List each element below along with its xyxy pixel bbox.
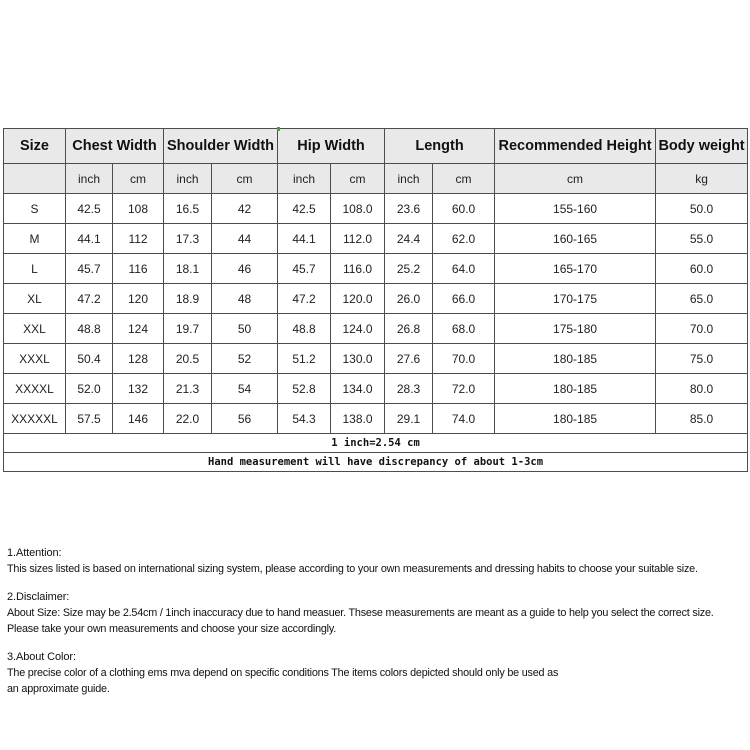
note-attention: [7, 545, 749, 577]
value-cell: 108: [113, 194, 164, 224]
column-header-recommended-height: Recommended Height: [495, 129, 656, 164]
value-cell: 120: [113, 284, 164, 314]
note-line: Please take your own measurements and choose your size accordingly.: [7, 623, 337, 635]
value-cell: 47.2: [278, 284, 331, 314]
table-row: [4, 224, 748, 254]
value-cell: 70.0: [433, 344, 495, 374]
size-rows: [4, 194, 748, 434]
value-cell: 55.0: [656, 224, 748, 254]
note-line: The precise color of a clothing ems mva depend on specific conditions The items colors depicted should only be used as: [7, 667, 559, 679]
size-cell: XL: [4, 284, 66, 314]
value-cell: 138.0: [331, 404, 385, 434]
note-heading: 2.Disclaimer:: [7, 591, 70, 603]
units-row: [4, 164, 748, 194]
note-line: an approximate guide.: [7, 683, 110, 695]
note-line: This sizes listed is based on international sizing system, please according to your own measurements and dressing habits to choose your suitable size.: [7, 563, 698, 575]
value-cell: 28.3: [385, 374, 433, 404]
value-cell: 16.5: [164, 194, 212, 224]
value-cell: 80.0: [656, 374, 748, 404]
value-cell: 26.0: [385, 284, 433, 314]
note-heading: 3.About Color:: [7, 651, 76, 663]
size-cell: S: [4, 194, 66, 224]
value-cell: 134.0: [331, 374, 385, 404]
table-footnotes: [4, 434, 748, 472]
size-cell: L: [4, 254, 66, 284]
value-cell: 128: [113, 344, 164, 374]
note-heading: 1.Attention:: [7, 547, 62, 559]
value-cell: 57.5: [66, 404, 113, 434]
footnote-row: [4, 434, 748, 453]
value-cell: 51.2: [278, 344, 331, 374]
unit-cell: cm: [433, 164, 495, 194]
value-cell: 155-160: [495, 194, 656, 224]
value-cell: 170-175: [495, 284, 656, 314]
footnote-inch-conversion: 1 inch=2.54 cm: [4, 434, 748, 453]
value-cell: 44.1: [278, 224, 331, 254]
column-header-shoulder-width: Shoulder Width: [164, 129, 278, 164]
value-cell: 44.1: [66, 224, 113, 254]
value-cell: 47.2: [66, 284, 113, 314]
value-cell: 24.4: [385, 224, 433, 254]
value-cell: 18.1: [164, 254, 212, 284]
unit-cell: inch: [278, 164, 331, 194]
notes-section: [7, 545, 749, 709]
value-cell: 25.2: [385, 254, 433, 284]
value-cell: 29.1: [385, 404, 433, 434]
value-cell: 160-165: [495, 224, 656, 254]
value-cell: 22.0: [164, 404, 212, 434]
size-cell: M: [4, 224, 66, 254]
value-cell: 26.8: [385, 314, 433, 344]
size-cell: XXXXXL: [4, 404, 66, 434]
table-row: [4, 314, 748, 344]
value-cell: 85.0: [656, 404, 748, 434]
column-header-chest-width: Chest Width: [66, 129, 164, 164]
value-cell: 21.3: [164, 374, 212, 404]
size-chart-table: [3, 128, 748, 472]
value-cell: 72.0: [433, 374, 495, 404]
value-cell: 130.0: [331, 344, 385, 374]
value-cell: 108.0: [331, 194, 385, 224]
column-header-hip-width: Hip Width: [278, 129, 385, 164]
value-cell: 74.0: [433, 404, 495, 434]
artifact-green-dot: [277, 127, 280, 131]
value-cell: 44: [212, 224, 278, 254]
unit-cell: inch: [164, 164, 212, 194]
unit-cell: inch: [66, 164, 113, 194]
value-cell: 48.8: [278, 314, 331, 344]
value-cell: 70.0: [656, 314, 748, 344]
note-about-color: [7, 649, 749, 697]
value-cell: 60.0: [656, 254, 748, 284]
column-header-length: Length: [385, 129, 495, 164]
table-row: [4, 404, 748, 434]
value-cell: 180-185: [495, 404, 656, 434]
note-line: About Size: Size may be 2.54cm / 1inch inaccuracy due to hand measuer. Thsese measurements are meant as a guide to help you select the correct size.: [7, 607, 714, 619]
value-cell: 20.5: [164, 344, 212, 374]
unit-cell: cm: [113, 164, 164, 194]
unit-cell: kg: [656, 164, 748, 194]
value-cell: 52: [212, 344, 278, 374]
size-cell: XXXL: [4, 344, 66, 374]
value-cell: 56: [212, 404, 278, 434]
header-row: [4, 129, 748, 164]
value-cell: 18.9: [164, 284, 212, 314]
table-row: [4, 254, 748, 284]
value-cell: 116: [113, 254, 164, 284]
value-cell: 175-180: [495, 314, 656, 344]
unit-cell: cm: [212, 164, 278, 194]
note-disclaimer: [7, 589, 749, 637]
unit-cell-empty: [4, 164, 66, 194]
footnote-hand-measurement: Hand measurement will have discrepancy of about 1-3cm: [4, 453, 748, 472]
value-cell: 180-185: [495, 374, 656, 404]
table-header: [4, 129, 748, 194]
value-cell: 75.0: [656, 344, 748, 374]
size-cell: XXXXL: [4, 374, 66, 404]
value-cell: 66.0: [433, 284, 495, 314]
value-cell: 120.0: [331, 284, 385, 314]
value-cell: 27.6: [385, 344, 433, 374]
value-cell: 50.4: [66, 344, 113, 374]
value-cell: 165-170: [495, 254, 656, 284]
value-cell: 19.7: [164, 314, 212, 344]
value-cell: 54: [212, 374, 278, 404]
value-cell: 45.7: [278, 254, 331, 284]
value-cell: 17.3: [164, 224, 212, 254]
unit-cell: cm: [331, 164, 385, 194]
value-cell: 62.0: [433, 224, 495, 254]
value-cell: 54.3: [278, 404, 331, 434]
value-cell: 132: [113, 374, 164, 404]
value-cell: 112.0: [331, 224, 385, 254]
value-cell: 68.0: [433, 314, 495, 344]
value-cell: 124: [113, 314, 164, 344]
value-cell: 42.5: [278, 194, 331, 224]
value-cell: 23.6: [385, 194, 433, 224]
value-cell: 48.8: [66, 314, 113, 344]
value-cell: 46: [212, 254, 278, 284]
column-header-size: Size: [4, 129, 66, 164]
value-cell: 124.0: [331, 314, 385, 344]
value-cell: 50.0: [656, 194, 748, 224]
footnote-row: [4, 453, 748, 472]
value-cell: 42.5: [66, 194, 113, 224]
value-cell: 52.0: [66, 374, 113, 404]
value-cell: 60.0: [433, 194, 495, 224]
value-cell: 48: [212, 284, 278, 314]
size-cell: XXL: [4, 314, 66, 344]
unit-cell: cm: [495, 164, 656, 194]
table-row: [4, 344, 748, 374]
value-cell: 50: [212, 314, 278, 344]
value-cell: 45.7: [66, 254, 113, 284]
value-cell: 116.0: [331, 254, 385, 284]
table-row: [4, 374, 748, 404]
value-cell: 65.0: [656, 284, 748, 314]
unit-cell: inch: [385, 164, 433, 194]
table-row: [4, 194, 748, 224]
value-cell: 146: [113, 404, 164, 434]
value-cell: 42: [212, 194, 278, 224]
value-cell: 64.0: [433, 254, 495, 284]
value-cell: 52.8: [278, 374, 331, 404]
table-row: [4, 284, 748, 314]
value-cell: 112: [113, 224, 164, 254]
value-cell: 180-185: [495, 344, 656, 374]
column-header-body-weight: Body weight: [656, 129, 748, 164]
